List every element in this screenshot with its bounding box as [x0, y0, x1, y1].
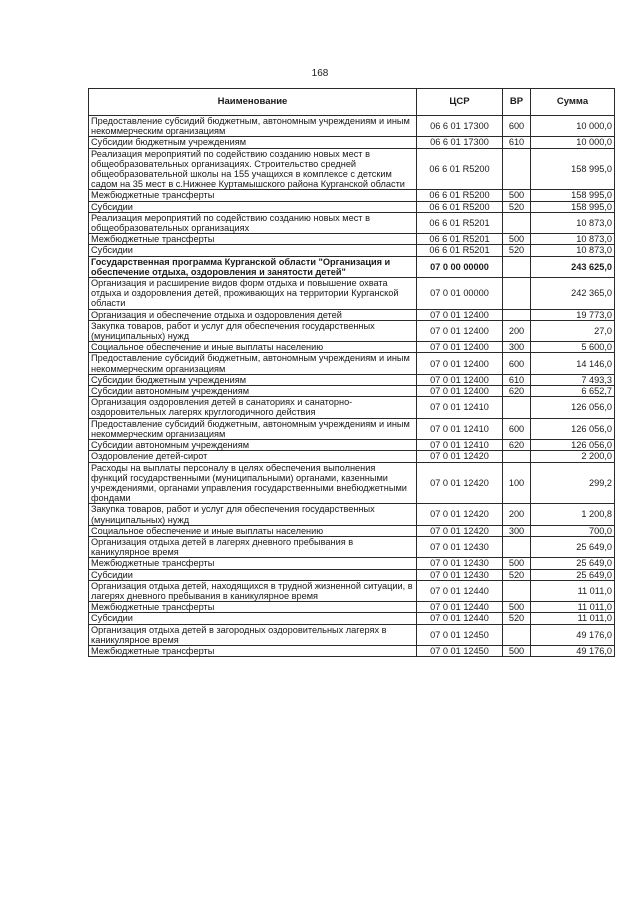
- cell-vr: 200: [503, 320, 531, 341]
- cell-name: Расходы на выплаты персоналу в целях обеспечения выполнения функций государственными (муниципальными) органами, казенными учреждениями, органами управления государственными внебюджетными фондами: [89, 462, 417, 504]
- cell-name: Организация отдыха детей, находящихся в трудной жизненной ситуации, в лагерях дневного пребывания в каникулярное время: [89, 580, 417, 601]
- cell-name: Субсидии бюджетным учреждениям: [89, 374, 417, 385]
- cell-csr: 07 0 00 00000: [417, 256, 503, 277]
- cell-csr: 07 0 01 12430: [417, 558, 503, 569]
- cell-csr: 06 6 01 R5200: [417, 190, 503, 201]
- cell-sum: 158 995,0: [531, 148, 615, 190]
- cell-csr: 07 0 01 12410: [417, 418, 503, 439]
- header-row: [89, 89, 615, 116]
- cell-csr: 06 6 01 R5201: [417, 245, 503, 256]
- cell-name: Организация оздоровления детей в санаториях и санаторно-оздоровительных лагерях круглогодичного действия: [89, 397, 417, 418]
- table-row: [89, 397, 615, 418]
- cell-name: Социальное обеспечение и иные выплаты населению: [89, 525, 417, 536]
- cell-csr: 07 0 01 12440: [417, 580, 503, 601]
- table-row: [89, 525, 615, 536]
- cell-name: Организация и обеспечение отдыха и оздоровления детей: [89, 309, 417, 320]
- cell-csr: 07 0 01 12400: [417, 386, 503, 397]
- cell-name: Закупка товаров, работ и услуг для обеспечения государственных (муниципальных) нужд: [89, 320, 417, 341]
- cell-sum: 49 176,0: [531, 645, 615, 656]
- cell-sum: 10 873,0: [531, 212, 615, 233]
- cell-name: Социальное обеспечение и иные выплаты населению: [89, 342, 417, 353]
- cell-sum: 1 200,8: [531, 504, 615, 525]
- cell-vr: [503, 580, 531, 601]
- cell-csr: 06 6 01 R5201: [417, 212, 503, 233]
- cell-vr: [503, 148, 531, 190]
- cell-name: Межбюджетные трансферты: [89, 190, 417, 201]
- table-row: [89, 536, 615, 557]
- cell-name: Межбюджетные трансферты: [89, 645, 417, 656]
- cell-sum: 126 056,0: [531, 397, 615, 418]
- cell-vr: 610: [503, 137, 531, 148]
- table-row: [89, 645, 615, 656]
- cell-vr: 600: [503, 116, 531, 137]
- cell-sum: 299,2: [531, 462, 615, 504]
- cell-name: Субсидии бюджетным учреждениям: [89, 137, 417, 148]
- header-vr: ВР: [503, 89, 531, 116]
- cell-csr: 06 6 01 R5200: [417, 148, 503, 190]
- cell-sum: 700,0: [531, 525, 615, 536]
- table-row: [89, 353, 615, 374]
- cell-vr: 520: [503, 201, 531, 212]
- cell-vr: 520: [503, 569, 531, 580]
- cell-sum: 25 649,0: [531, 569, 615, 580]
- table-row: [89, 148, 615, 190]
- cell-csr: 07 0 01 12450: [417, 624, 503, 645]
- cell-csr: 06 6 01 17300: [417, 137, 503, 148]
- table-row: [89, 374, 615, 385]
- table-row: [89, 451, 615, 462]
- cell-vr: [503, 624, 531, 645]
- table-row: [89, 504, 615, 525]
- cell-sum: 10 873,0: [531, 234, 615, 245]
- cell-sum: 10 873,0: [531, 245, 615, 256]
- cell-name: Предоставление субсидий бюджетным, автономным учреждениям и иным некоммерческим организациям: [89, 116, 417, 137]
- cell-csr: 07 0 01 12420: [417, 462, 503, 504]
- cell-vr: 600: [503, 353, 531, 374]
- cell-sum: 27,0: [531, 320, 615, 341]
- page-number: 168: [311, 68, 329, 79]
- cell-csr: 07 0 01 12400: [417, 342, 503, 353]
- cell-name: Предоставление субсидий бюджетным, автономным учреждениям и иным некоммерческим организациям: [89, 353, 417, 374]
- cell-name: Межбюджетные трансферты: [89, 234, 417, 245]
- cell-vr: 600: [503, 418, 531, 439]
- table-row: [89, 418, 615, 439]
- table-row: [89, 624, 615, 645]
- table-row: [89, 386, 615, 397]
- cell-vr: [503, 536, 531, 557]
- cell-csr: 07 0 01 12400: [417, 353, 503, 374]
- cell-csr: 07 0 01 12410: [417, 440, 503, 451]
- cell-sum: 7 493,3: [531, 374, 615, 385]
- cell-vr: 200: [503, 504, 531, 525]
- table-row: [89, 116, 615, 137]
- table-row: [89, 558, 615, 569]
- cell-sum: 126 056,0: [531, 440, 615, 451]
- cell-vr: 620: [503, 440, 531, 451]
- table-header: [89, 89, 615, 116]
- cell-sum: 126 056,0: [531, 418, 615, 439]
- table-body: [89, 116, 615, 657]
- header-name: Наименование: [89, 89, 417, 116]
- cell-vr: 610: [503, 374, 531, 385]
- table-row: [89, 278, 615, 310]
- cell-csr: 07 0 01 12430: [417, 569, 503, 580]
- cell-sum: 11 011,0: [531, 580, 615, 601]
- cell-name: Межбюджетные трансферты: [89, 602, 417, 613]
- cell-vr: [503, 256, 531, 277]
- cell-sum: 49 176,0: [531, 624, 615, 645]
- cell-vr: [503, 278, 531, 310]
- cell-name: Субсидии: [89, 569, 417, 580]
- cell-vr: 620: [503, 386, 531, 397]
- table-row: [89, 613, 615, 624]
- cell-name: Организация отдыха детей в загородных оздоровительных лагерях в каникулярное время: [89, 624, 417, 645]
- cell-csr: 06 6 01 17300: [417, 116, 503, 137]
- cell-csr: 07 0 01 12420: [417, 504, 503, 525]
- header-csr: ЦСР: [417, 89, 503, 116]
- cell-csr: 07 0 01 12400: [417, 374, 503, 385]
- cell-sum: 158 995,0: [531, 190, 615, 201]
- cell-sum: 11 011,0: [531, 602, 615, 613]
- table-row: [89, 462, 615, 504]
- cell-vr: 500: [503, 558, 531, 569]
- cell-sum: 25 649,0: [531, 536, 615, 557]
- cell-vr: [503, 309, 531, 320]
- cell-name: Реализация мероприятий по содействию созданию новых мест в общеобразовательных организациях. Строительство средней общеобразовательной школы на 155 учащихся в комплексе с детским садом на 35 мест в с.Нижнее Куртамышского района Курганской области: [89, 148, 417, 190]
- cell-vr: 520: [503, 245, 531, 256]
- cell-vr: 500: [503, 190, 531, 201]
- cell-csr: 06 6 01 R5200: [417, 201, 503, 212]
- cell-sum: 14 146,0: [531, 353, 615, 374]
- cell-sum: 5 600,0: [531, 342, 615, 353]
- cell-name: Субсидии автономным учреждениям: [89, 386, 417, 397]
- cell-vr: 500: [503, 645, 531, 656]
- cell-csr: 07 0 01 12430: [417, 536, 503, 557]
- cell-csr: 07 0 01 12410: [417, 397, 503, 418]
- cell-vr: 100: [503, 462, 531, 504]
- table-row: [89, 602, 615, 613]
- cell-vr: [503, 451, 531, 462]
- cell-vr: [503, 397, 531, 418]
- table-row: [89, 234, 615, 245]
- cell-name: Оздоровление детей-сирот: [89, 451, 417, 462]
- cell-vr: 520: [503, 613, 531, 624]
- cell-name: Субсидии: [89, 613, 417, 624]
- cell-sum: 158 995,0: [531, 201, 615, 212]
- cell-name: Субсидии: [89, 201, 417, 212]
- cell-sum: 19 773,0: [531, 309, 615, 320]
- cell-name: Субсидии: [89, 245, 417, 256]
- budget-table: [88, 88, 615, 657]
- cell-name: Предоставление субсидий бюджетным, автономным учреждениям и иным некоммерческим организациям: [89, 418, 417, 439]
- cell-name: Государственная программа Курганской области "Организация и обеспечение отдыха, оздоровления и занятости детей": [89, 256, 417, 277]
- cell-sum: 25 649,0: [531, 558, 615, 569]
- cell-csr: 07 0 01 00000: [417, 278, 503, 310]
- cell-sum: 242 365,0: [531, 278, 615, 310]
- cell-csr: 06 6 01 R5201: [417, 234, 503, 245]
- cell-vr: 500: [503, 234, 531, 245]
- cell-sum: 11 011,0: [531, 613, 615, 624]
- cell-vr: 300: [503, 342, 531, 353]
- cell-sum: 243 625,0: [531, 256, 615, 277]
- cell-name: Субсидии автономным учреждениям: [89, 440, 417, 451]
- cell-csr: 07 0 01 12400: [417, 320, 503, 341]
- header-sum: Сумма: [531, 89, 615, 116]
- table-row: [89, 342, 615, 353]
- table-row: [89, 569, 615, 580]
- cell-name: Организация отдыха детей в лагерях дневного пребывания в каникулярное время: [89, 536, 417, 557]
- cell-sum: 2 200,0: [531, 451, 615, 462]
- cell-csr: 07 0 01 12440: [417, 613, 503, 624]
- cell-csr: 07 0 01 12400: [417, 309, 503, 320]
- cell-name: Реализация мероприятий по содействию созданию новых мест в общеобразовательных организациях: [89, 212, 417, 233]
- cell-vr: 300: [503, 525, 531, 536]
- cell-csr: 07 0 01 12420: [417, 525, 503, 536]
- cell-sum: 10 000,0: [531, 116, 615, 137]
- cell-name: Организация и расширение видов форм отдыха и повышение охвата отдыха и оздоровления детей, проживающих на территории Курганской области: [89, 278, 417, 310]
- cell-sum: 6 652,7: [531, 386, 615, 397]
- table-row: [89, 309, 615, 320]
- cell-csr: 07 0 01 12450: [417, 645, 503, 656]
- cell-csr: 07 0 01 12440: [417, 602, 503, 613]
- cell-csr: 07 0 01 12420: [417, 451, 503, 462]
- cell-sum: 10 000,0: [531, 137, 615, 148]
- table-row: [89, 137, 615, 148]
- cell-name: Межбюджетные трансферты: [89, 558, 417, 569]
- cell-vr: [503, 212, 531, 233]
- table-row: [89, 190, 615, 201]
- cell-vr: 500: [503, 602, 531, 613]
- table-row: [89, 212, 615, 233]
- cell-name: Закупка товаров, работ и услуг для обеспечения государственных (муниципальных) нужд: [89, 504, 417, 525]
- table-row: [89, 320, 615, 341]
- table-row: [89, 256, 615, 277]
- table-row: [89, 245, 615, 256]
- table-row: [89, 440, 615, 451]
- table-row: [89, 201, 615, 212]
- table-row: [89, 580, 615, 601]
